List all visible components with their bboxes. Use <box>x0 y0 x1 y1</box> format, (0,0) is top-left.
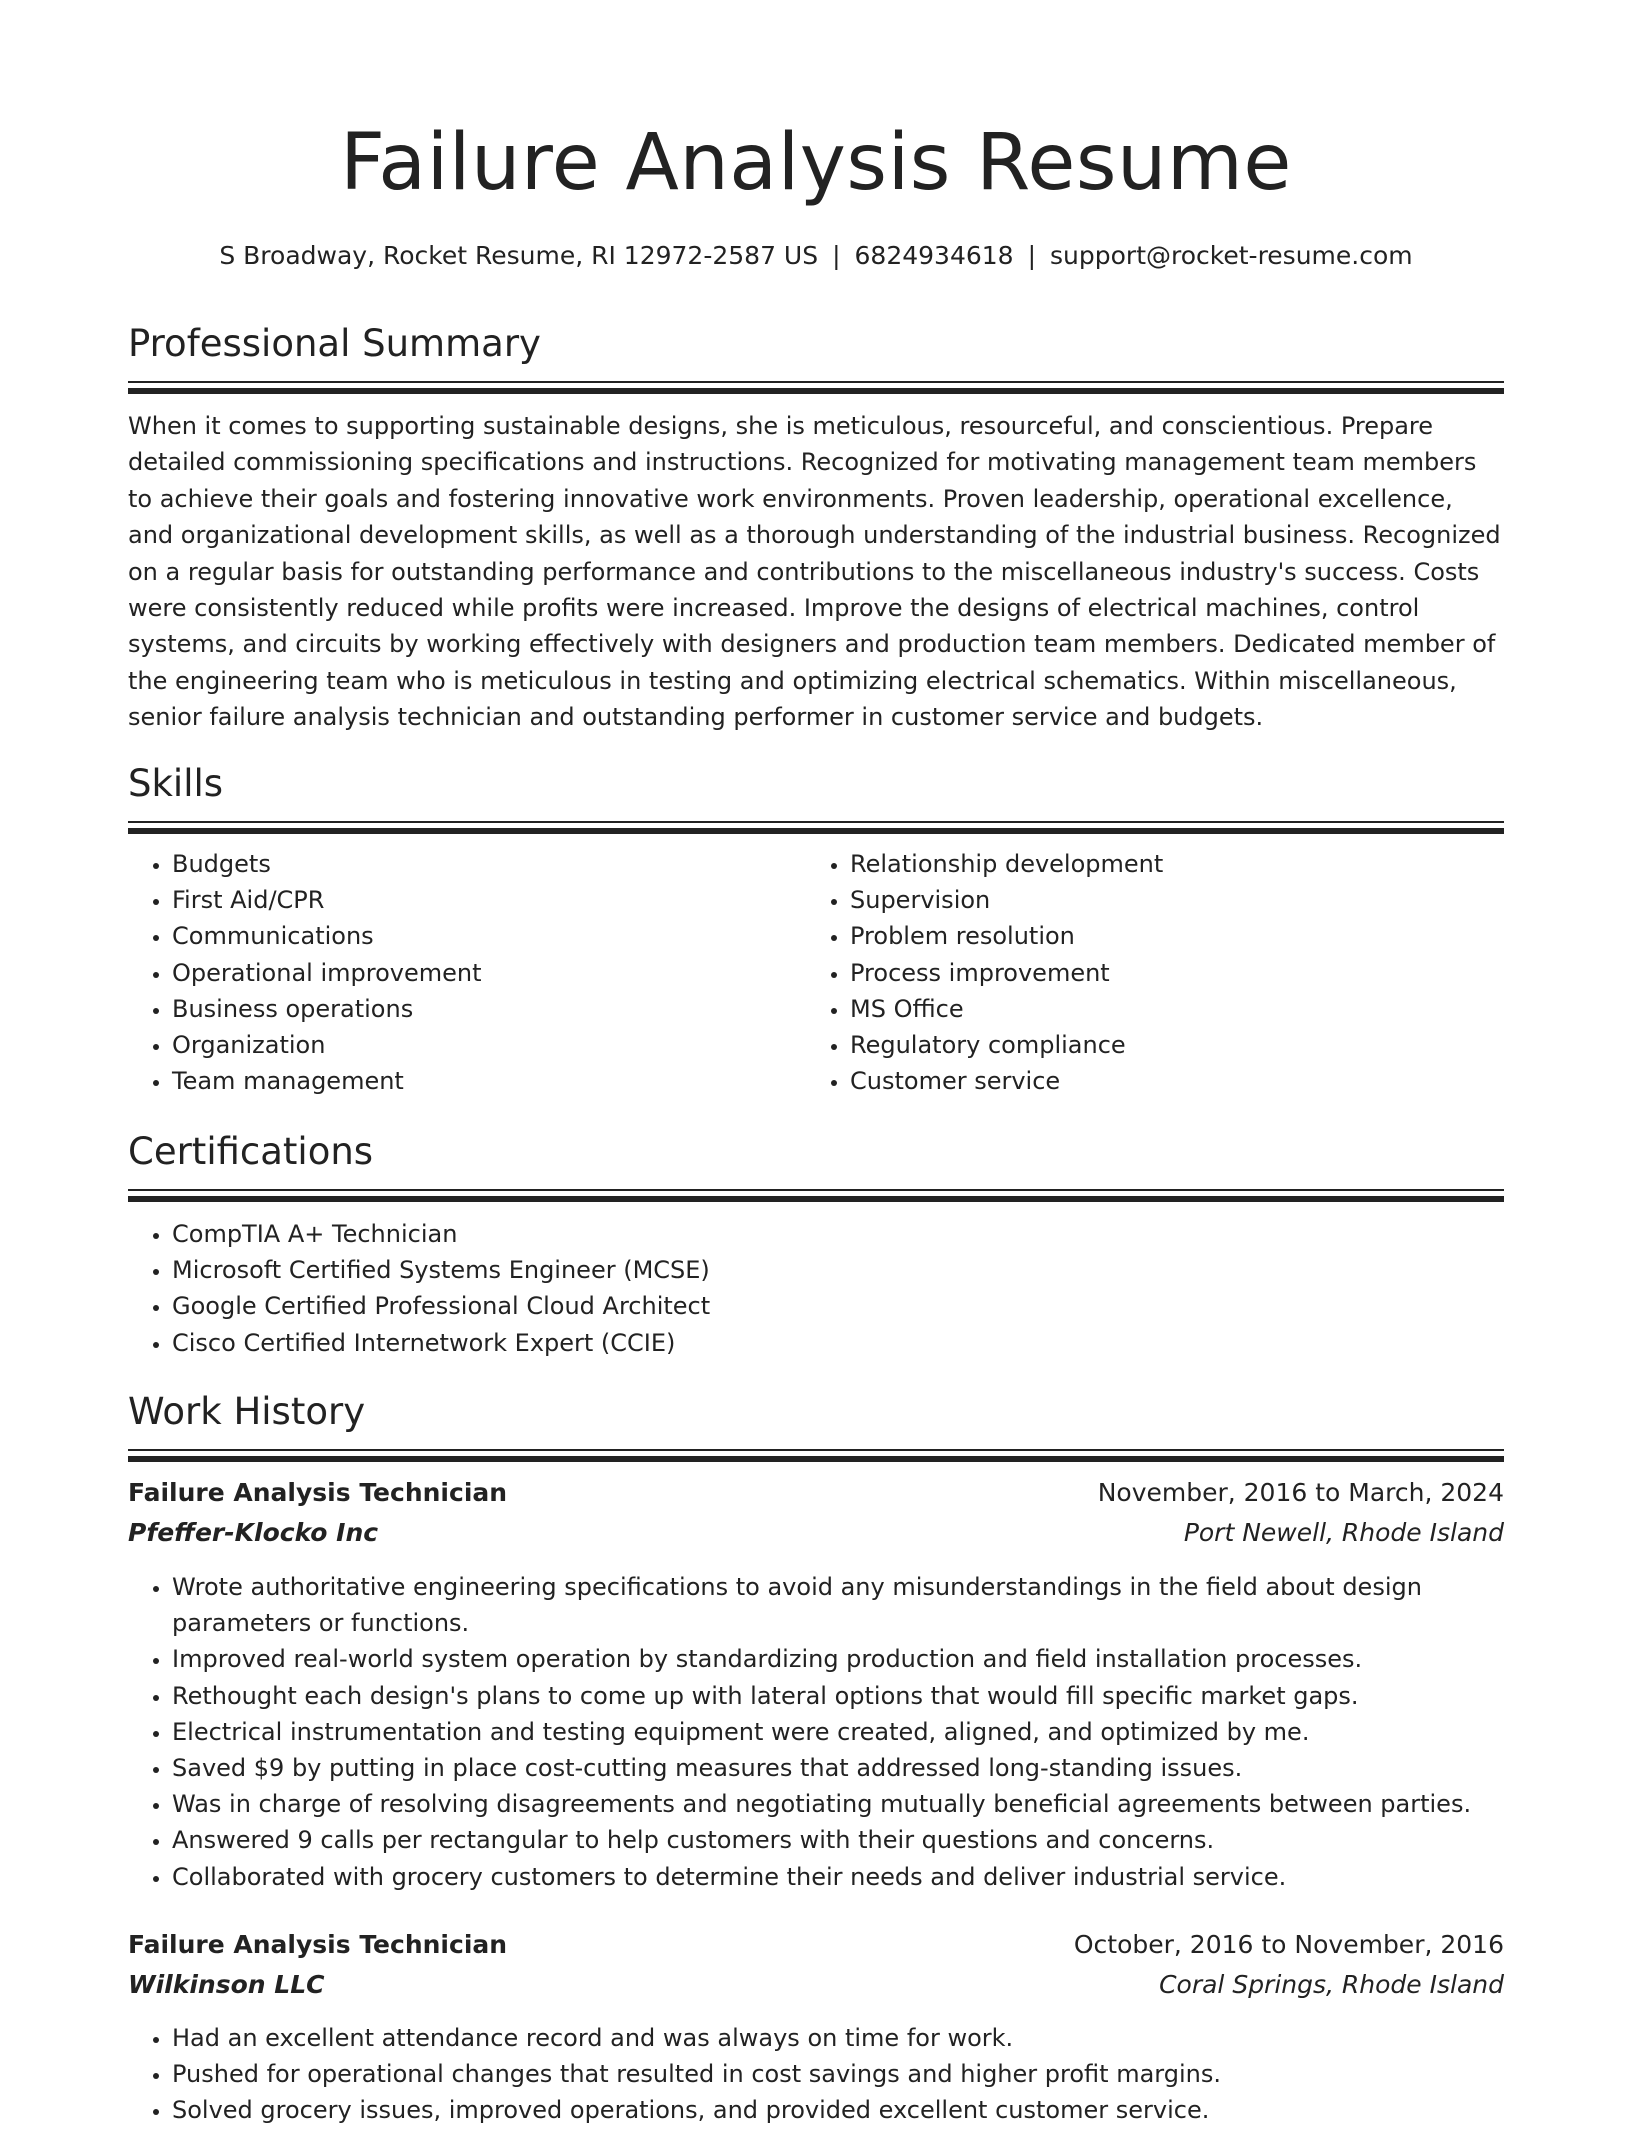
section-divider <box>128 1449 1504 1451</box>
job-bullets <box>128 1569 1504 1895</box>
skill-item: • First Aid/CPR <box>172 882 808 918</box>
section-header-summary <box>128 322 1504 394</box>
job-bullet: • Wrote authoritative engineering specifications to avoid any misunderstandings in the field about design parameters or functions. <box>172 1569 1504 1641</box>
job-subheader <box>128 1518 1504 1547</box>
contact-email: support@rocket-resume.com <box>1050 241 1413 270</box>
job-bullet: • Improved real-world system operation by standardizing production and field installation processes. <box>172 1641 1504 1677</box>
skill-item: • Operational improvement <box>172 955 808 991</box>
job-bullet: • Had an excellent attendance record and was always on time for work. <box>172 2020 1504 2056</box>
section-header-certifications <box>128 1130 1504 1202</box>
section-divider-thick <box>128 1456 1504 1462</box>
summary-text: When it comes to supporting sustainable designs, she is meticulous, resourceful, and conscientious. Prepare detailed commissioning specifications and instructions. Recognized for motivating management team members to achieve their goals and fostering innovative work environments. Proven leadership, operational excellence, and organizational development skills, as well as a thorough understanding of the industrial business. Recognized on a regular basis for outstanding performance and contributions to the miscellaneous industry's success. Costs were consistently reduced while profits were increased. Improve the designs of electrical machines, control systems, and circuits by working effectively with designers and production team members. Dedicated member of the engineering team who is meticulous in testing and optimizing electrical schematics. Within miscellaneous, senior failure analysis technician and outstanding performer in customer service and budgets. <box>128 412 1501 732</box>
job-location: Coral Springs, Rhode Island <box>1159 1970 1504 1999</box>
skill-item: • Relationship development <box>850 846 1486 882</box>
job-dates: October, 2016 to November, 2016 <box>1073 1930 1504 1959</box>
job-bullet: • Saved $9 by putting in place cost-cutting measures that addressed long-standing issues. <box>172 1750 1504 1786</box>
skill-item: • Business operations <box>172 991 808 1027</box>
certification-item: • Cisco Certified Internetwork Expert (CCIE) <box>172 1325 1504 1361</box>
job-company: Wilkinson LLC <box>128 1970 325 1999</box>
skill-item: • Regulatory compliance <box>850 1027 1486 1063</box>
skill-item: • Process improvement <box>850 955 1486 991</box>
skills-column-left <box>128 846 808 1099</box>
skill-item: • Supervision <box>850 882 1486 918</box>
job-bullets <box>128 2020 1504 2129</box>
certifications-list <box>128 1216 1504 1361</box>
skill-item: • Team management <box>172 1063 808 1099</box>
job-header <box>128 1930 1504 1959</box>
contact-address: S Broadway, Rocket Resume, RI 12972-2587 US <box>219 241 819 270</box>
section-header-skills <box>128 762 1504 834</box>
certification-item: • Google Certified Professional Cloud Architect <box>172 1288 1504 1324</box>
job-company: Pfeffer-Klocko Inc <box>128 1518 379 1547</box>
job-header <box>128 1478 1504 1507</box>
section-divider <box>128 381 1504 383</box>
skill-item: • Organization <box>172 1027 808 1063</box>
section-title-work-history: Work History <box>128 1390 366 1433</box>
section-divider-thick <box>128 828 1504 834</box>
certification-item: • Microsoft Certified Systems Engineer (MCSE) <box>172 1252 1504 1288</box>
job-dates: November, 2016 to March, 2024 <box>1097 1478 1504 1507</box>
job-bullet: • Electrical instrumentation and testing equipment were created, aligned, and optimized by me. <box>172 1714 1504 1750</box>
skill-item: • MS Office <box>850 991 1486 1027</box>
section-title-skills: Skills <box>128 762 224 805</box>
skill-item: • Communications <box>172 918 808 954</box>
job-bullet: • Solved grocery issues, improved operations, and provided excellent customer service. <box>172 2092 1504 2128</box>
job-bullet: • Answered 9 calls per rectangular to help customers with their questions and concerns. <box>172 1822 1504 1858</box>
section-title-summary: Professional Summary <box>128 322 541 365</box>
job-location: Port Newell, Rhode Island <box>1183 1518 1504 1547</box>
job-bullet: • Collaborated with grocery customers to determine their needs and deliver industrial service. <box>172 1859 1504 1895</box>
job-bullet: • Pushed for operational changes that resulted in cost savings and higher profit margins. <box>172 2056 1504 2092</box>
contact-separator: | <box>1027 241 1037 270</box>
skill-item: • Problem resolution <box>850 918 1486 954</box>
skill-item: • Budgets <box>172 846 808 882</box>
section-divider <box>128 821 1504 823</box>
contact-phone: 6824934618 <box>854 241 1014 270</box>
job-subheader <box>128 1970 1504 1999</box>
skill-item: • Customer service <box>850 1063 1486 1099</box>
contact-line <box>128 241 1504 270</box>
resume-title: Failure Analysis Resume <box>340 118 1292 208</box>
skills-column-right <box>806 846 1486 1099</box>
job-title: Failure Analysis Technician <box>128 1930 508 1959</box>
section-title-certifications: Certifications <box>128 1130 374 1173</box>
section-header-work-history <box>128 1390 1504 1462</box>
section-divider-thick <box>128 388 1504 394</box>
contact-separator: | <box>832 241 841 270</box>
job-bullet: • Was in charge of resolving disagreements and negotiating mutually beneficial agreements between parties. <box>172 1786 1504 1822</box>
section-divider <box>128 1189 1504 1191</box>
job-bullet: • Rethought each design's plans to come up with lateral options that would fill specific market gaps. <box>172 1678 1504 1714</box>
section-divider-thick <box>128 1196 1504 1202</box>
certification-item: • CompTIA A+ Technician <box>172 1216 1504 1252</box>
job-title: Failure Analysis Technician <box>128 1478 508 1507</box>
